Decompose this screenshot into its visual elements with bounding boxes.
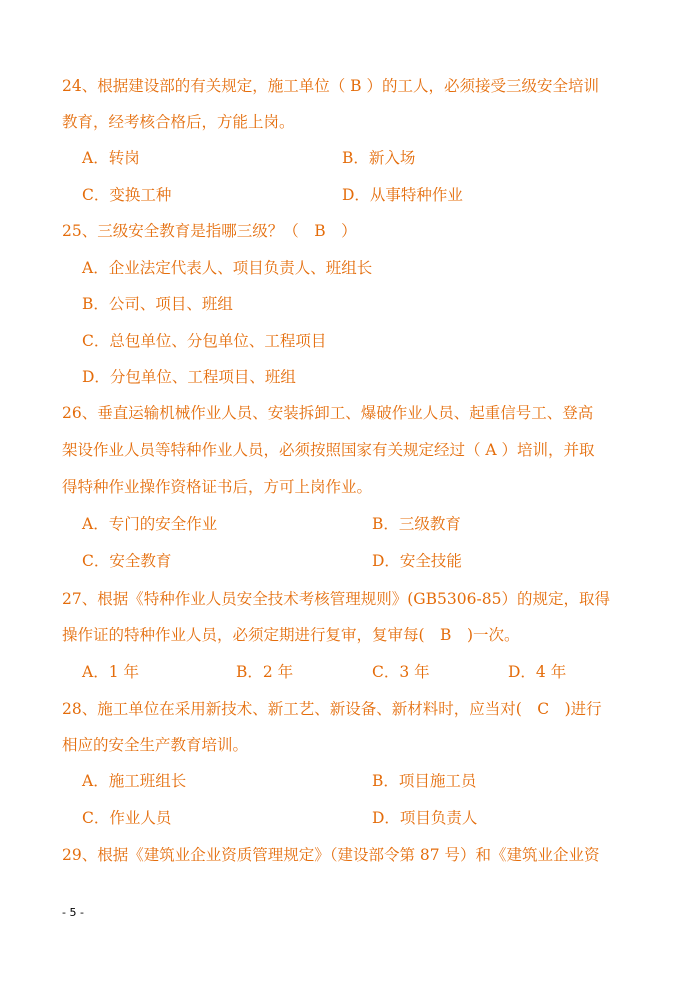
question-27-line-2: 操作证的特种作业人员，必须定期进行复审，复审每( B )一次。 <box>62 626 520 644</box>
question-26-option-b: B．三级教育 <box>372 515 461 533</box>
question-25-option-b: B．公司、项目、班组 <box>82 295 233 313</box>
question-28-option-b: B．项目施工员 <box>372 772 477 790</box>
question-26-line-2: 架设作业人员等特种作业人员，必须按照国家有关规定经过（ A ）培训，并取 <box>62 441 595 459</box>
question-27-option-d: D．4 年 <box>508 663 567 681</box>
question-28-line-2: 相应的安全生产教育培训。 <box>62 736 249 754</box>
question-24-line-2: 教育，经考核合格后，方能上岗。 <box>62 113 295 131</box>
question-27-option-c: C．3 年 <box>372 663 430 681</box>
question-25-line-1: 25、三级安全教育是指哪三级？（ B ） <box>62 222 357 240</box>
question-24-line-1: 24、根据建设部的有关规定，施工单位（ B ）的工人，必须接受三级安全培训 <box>62 77 599 95</box>
question-26-line-1: 26、垂直运输机械作业人员、安装拆卸工、爆破作业人员、起重信号工、登高 <box>62 404 594 422</box>
question-28-option-c: C．作业人员 <box>82 809 172 827</box>
question-29-line-1: 29、根据《建筑业企业资质管理规定》（建设部令第 87 号）和《建筑业企业资 <box>62 846 600 864</box>
question-27-line-1: 27、根据《特种作业人员安全技术考核管理规则》(GB5306-85）的规定，取得 <box>62 590 610 608</box>
question-24-option-b: B．新入场 <box>342 149 416 167</box>
question-24-option-a: A．转岗 <box>82 149 140 167</box>
question-26-option-c: C．安全教育 <box>82 552 172 570</box>
question-24-option-c: C．变换工种 <box>82 186 172 204</box>
question-26-option-a: A．专门的安全作业 <box>82 515 218 533</box>
question-25-option-d: D．分包单位、工程项目、班组 <box>82 368 296 386</box>
question-28-line-1: 28、施工单位在采用新技术、新工艺、新设备、新材料时，应当对( C )进行 <box>62 700 602 718</box>
question-26-line-3: 得特种作业操作资格证书后，方可上岗作业。 <box>62 478 373 496</box>
question-26-option-d: D．安全技能 <box>372 552 462 570</box>
question-27-option-b: B．2 年 <box>236 663 294 681</box>
question-24-option-d: D．从事特种作业 <box>342 186 463 204</box>
question-27-option-a: A．1 年 <box>82 663 139 681</box>
page-number: - 5 - <box>62 906 84 919</box>
question-28-option-d: D．项目负责人 <box>372 809 478 827</box>
question-25-option-a: A．企业法定代表人、项目负责人、班组长 <box>82 259 373 277</box>
question-25-option-c: C．总包单位、分包单位、工程项目 <box>82 332 327 350</box>
question-28-option-a: A．施工班组长 <box>82 772 187 790</box>
